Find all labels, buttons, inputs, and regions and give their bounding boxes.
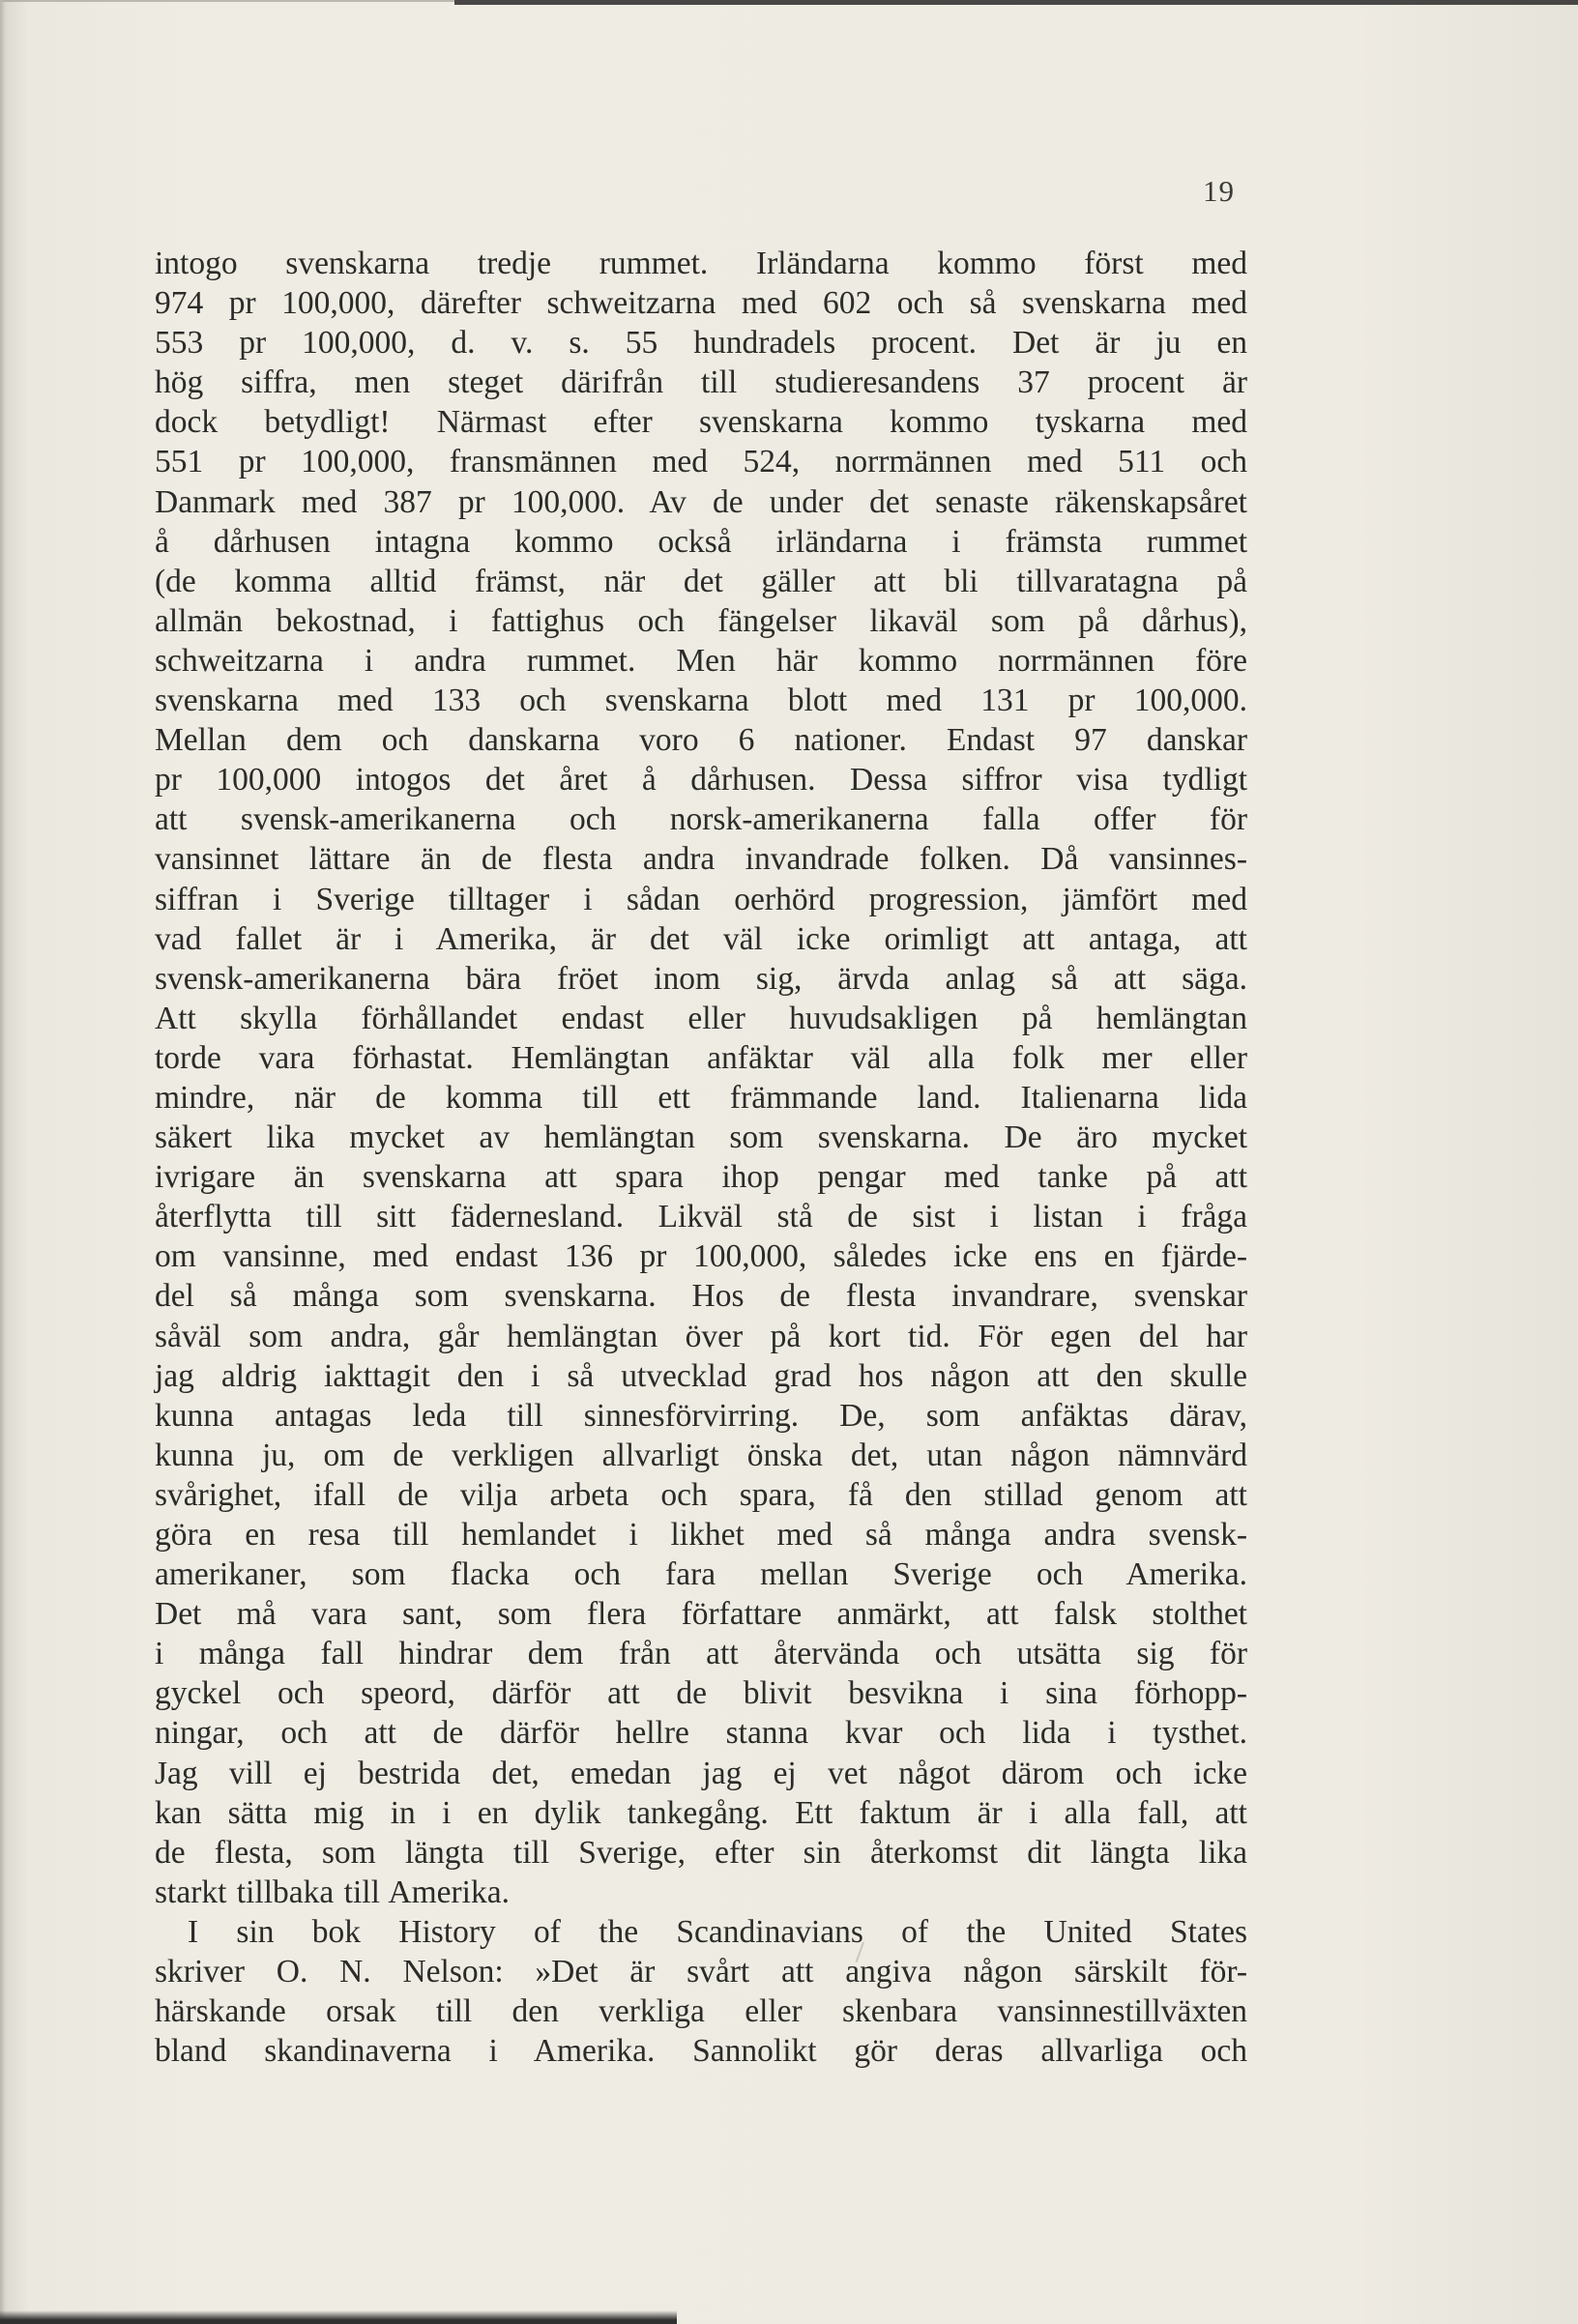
text-line: Danmark med 387 pr 100,000. Av de under det senaste räkenskapsåret bbox=[155, 483, 1247, 520]
page-number: 19 bbox=[1203, 174, 1235, 208]
text-line: ivrigare än svenskarna att spara ihop pengar med tanke på att bbox=[155, 1159, 1247, 1196]
text-line: återflytta till sitt fädernesland. Likväl stå de sist i listan i fråga bbox=[155, 1199, 1247, 1235]
text-line: siffran i Sverige tilltager i sådan oerhörd progression, jämfört med bbox=[155, 881, 1247, 917]
scan-top-edge bbox=[454, 0, 1578, 5]
scan-top-edge-thin bbox=[0, 0, 454, 2]
text-line: kan sätta mig in i en dylik tankegång. Ett faktum är i alla fall, att bbox=[155, 1794, 1247, 1831]
text-line: de flesta, som längta till Sverige, efter sin återkomst dit längta lika bbox=[155, 1834, 1247, 1871]
text-line: torde vara förhastat. Hemlängtan anfäktar väl alla folk mer eller bbox=[155, 1039, 1247, 1076]
text-line: amerikaner, som flacka och fara mellan Sverige och Amerika. bbox=[155, 1556, 1247, 1593]
text-line: skriver O. N. Nelson: »Det är svårt att angiva någon särskilt för- bbox=[155, 1954, 1247, 1990]
text-line: svårighet, ifall de vilja arbeta och spara, få den stillad genom att bbox=[155, 1476, 1247, 1513]
text-line: I sin bok History of the Scandinavians of the United States bbox=[188, 1913, 1247, 1950]
text-line: härskande orsak till den verkliga eller skenbara vansinnestillväxten bbox=[155, 1993, 1247, 2030]
text-line: del så många som svenskarna. Hos de flesta invandrare, svenskar bbox=[155, 1278, 1247, 1315]
text-line: göra en resa till hemlandet i likhet med så många andra svensk- bbox=[155, 1517, 1247, 1553]
text-line: kunna antagas leda till sinnesförvirring. De, som anfäktas därav, bbox=[155, 1397, 1247, 1434]
text-line: svensk-amerikanerna bära fröet inom sig, ärvda anlag så att säga. bbox=[155, 960, 1247, 997]
text-line: vansinnet lättare än de flesta andra invandrade folken. Då vansinnes- bbox=[155, 841, 1247, 878]
text-line: ningar, och att de därför hellre stanna kvar och lida i tysthet. bbox=[155, 1715, 1247, 1752]
text-line: 553 pr 100,000, d. v. s. 55 hundradels procent. Det är ju en bbox=[155, 325, 1247, 362]
text-line: schweitzarna i andra rummet. Men här kommo norrmännen före bbox=[155, 642, 1247, 679]
text-line: kunna ju, om de verkligen allvarligt önska det, utan någon nämnvärd bbox=[155, 1437, 1247, 1473]
text-line: jag aldrig iakttagit den i så utvecklad grad hos någon att den skulle bbox=[155, 1357, 1247, 1394]
text-line: (de komma alltid främst, när det gäller att bli tillvaratagna på bbox=[155, 563, 1247, 599]
text-line: bland skandinaverna i Amerika. Sannolikt gör deras allvarliga och bbox=[155, 2033, 1247, 2070]
text-line: om vansinne, med endast 136 pr 100,000, således icke ens en fjärde- bbox=[155, 1238, 1247, 1275]
text-line: dock betydligt! Närmast efter svenskarna kommo tyskarna med bbox=[155, 404, 1247, 441]
text-line: i många fall hindrar dem från att återvända och utsätta sig för bbox=[155, 1636, 1247, 1672]
text-line: säkert lika mycket av hemlängtan som svenskarna. De äro mycket bbox=[155, 1119, 1247, 1156]
text-line: vad fallet är i Amerika, är det väl icke orimligt att antaga, att bbox=[155, 920, 1247, 957]
scan-left-edge bbox=[0, 0, 6, 2324]
text-line: såväl som andra, går hemlängtan över på kort tid. För egen del har bbox=[155, 1318, 1247, 1354]
text-line: hög siffra, men steget därifrån till studieresandens 37 procent är bbox=[155, 364, 1247, 401]
text-line: å dårhusen intagna kommo också irländarna i främsta rummet bbox=[155, 523, 1247, 560]
text-line: Det må vara sant, som flera författare anmärkt, att falsk stolthet bbox=[155, 1596, 1247, 1633]
scan-bottom-edge bbox=[0, 2310, 677, 2324]
text-line: intogo svenskarna tredje rummet. Irländarna kommo först med bbox=[155, 246, 1247, 281]
body-text bbox=[155, 244, 1247, 2071]
text-line: Jag vill ej bestrida det, emedan jag ej vet något därom och icke bbox=[155, 1755, 1247, 1791]
text-line: mindre, när de komma till ett främmande land. Italienarna lida bbox=[155, 1079, 1247, 1116]
text-line: svenskarna med 133 och svenskarna blott med 131 pr 100,000. bbox=[155, 683, 1247, 719]
text-line: starkt tillbaka till Amerika. bbox=[155, 1874, 510, 1910]
text-line: att svensk-amerikanerna och norsk-amerikanerna falla offer för bbox=[155, 801, 1247, 838]
text-line: 974 pr 100,000, därefter schweitzarna med 602 och så svenskarna med bbox=[155, 285, 1247, 322]
text-line: Att skylla förhållandet endast eller huvudsakligen på hemlängtan bbox=[155, 1000, 1247, 1036]
text-line: Mellan dem och danskarna voro 6 nationer. Endast 97 danskar bbox=[155, 722, 1247, 759]
text-line: pr 100,000 intogos det året å dårhusen. Dessa siffror visa tydligt bbox=[155, 762, 1247, 799]
text-line: 551 pr 100,000, fransmännen med 524, norrmännen med 511 och bbox=[155, 444, 1247, 480]
text-line: gyckel och speord, därför att de blivit besvikna i sina förhopp- bbox=[155, 1675, 1247, 1712]
text-line: allmän bekostnad, i fattighus och fängelser likaväl som på dårhus), bbox=[155, 602, 1247, 639]
